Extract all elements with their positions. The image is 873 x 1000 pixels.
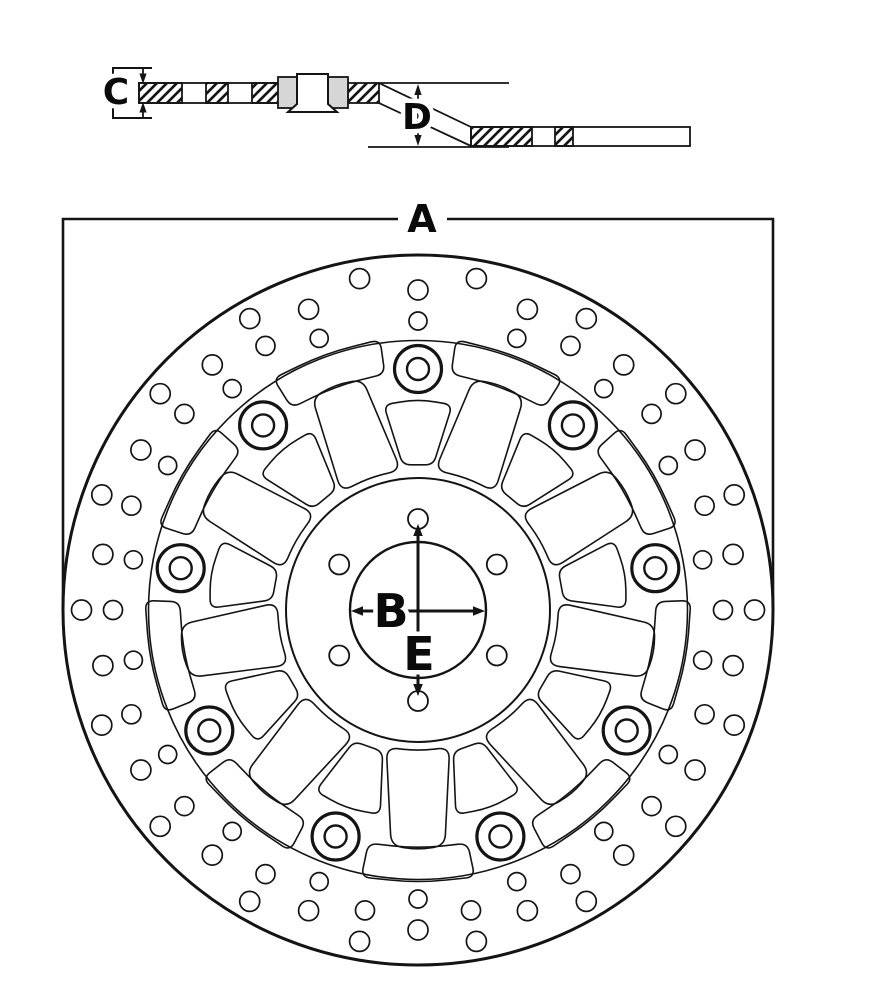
drill-hole: [694, 651, 712, 669]
drill-hole: [409, 890, 427, 908]
drill-hole: [131, 440, 151, 460]
bolt-circle-diameter-arrow-head-start: [413, 524, 423, 536]
drill-hole: [659, 457, 677, 475]
outer-band-hatch-segment: [206, 83, 228, 103]
drill-hole: [92, 485, 112, 505]
rivet-hole: [644, 557, 666, 579]
drill-hole: [408, 920, 428, 940]
drill-hole: [666, 816, 686, 836]
drill-hole: [723, 656, 743, 676]
carrier-window-large: [487, 699, 587, 804]
drill-hole: [256, 336, 275, 355]
drill-hole: [356, 901, 375, 920]
rivet-hole: [562, 414, 584, 436]
outer-band-hatch-segment: [139, 83, 182, 103]
carrier-window-small: [538, 671, 610, 739]
dim-label-bore-diameter: B: [373, 584, 409, 638]
drill-hole: [159, 457, 177, 475]
drill-hole: [561, 336, 580, 355]
drill-hole: [122, 705, 141, 724]
carrier-window-large: [203, 472, 310, 565]
drill-hole: [256, 865, 275, 884]
mounting-bolt-hole: [487, 555, 507, 575]
drill-hole: [576, 309, 596, 329]
dim-label-thickness: C: [102, 72, 130, 113]
drill-hole: [72, 600, 92, 620]
drill-hole: [517, 299, 537, 319]
carrier-window-large: [181, 605, 285, 676]
carrier-band-hatch-segment: [471, 127, 532, 146]
drill-hole: [310, 329, 328, 347]
drill-hole: [561, 865, 580, 884]
drill-hole: [714, 601, 733, 620]
drill-hole: [93, 544, 113, 564]
drill-hole: [104, 601, 123, 620]
drill-hole: [724, 485, 744, 505]
bore-diameter-arrow-head-end: [473, 606, 485, 616]
drill-hole: [614, 355, 634, 375]
drill-hole: [466, 269, 486, 289]
rivet-hole: [198, 720, 220, 742]
drill-hole: [576, 891, 596, 911]
drill-hole: [595, 822, 613, 840]
drill-hole: [666, 384, 686, 404]
carrier-window-large: [550, 605, 654, 676]
carrier-window-large: [315, 381, 398, 488]
carrier-window-large: [387, 749, 449, 849]
drill-hole: [240, 891, 260, 911]
drill-hole: [159, 746, 177, 764]
drill-hole: [202, 845, 222, 865]
carrier-window-large: [439, 381, 522, 488]
drill-hole: [223, 822, 241, 840]
drill-hole: [694, 551, 712, 569]
drill-hole: [175, 404, 194, 423]
disc-front-geometry: [63, 255, 773, 965]
drill-hole: [695, 496, 714, 515]
drill-hole: [350, 931, 370, 951]
front-view: [63, 197, 773, 965]
carrier-window-small: [210, 543, 276, 607]
drill-hole: [92, 715, 112, 735]
rivet-hole: [616, 720, 638, 742]
carrier-window-small: [454, 743, 518, 813]
mounting-bolt-hole: [329, 555, 349, 575]
drill-hole: [685, 440, 705, 460]
drill-hole: [462, 901, 481, 920]
drill-hole: [614, 845, 634, 865]
carrier-window-large: [525, 472, 632, 565]
drill-hole: [350, 269, 370, 289]
dim-label-bolt-circle: E: [403, 627, 435, 681]
carrier-bridge: [363, 844, 473, 881]
drill-hole: [408, 280, 428, 300]
carrier-bridge: [452, 341, 559, 405]
carrier-band-hatch-segment: [555, 127, 573, 146]
rivet-hole: [325, 826, 347, 848]
drill-hole: [723, 544, 743, 564]
bore-diameter-arrow-head-start: [351, 606, 363, 616]
carrier-bridge: [276, 341, 383, 405]
drill-hole: [175, 797, 194, 816]
rivet-hole: [407, 358, 429, 380]
drill-hole: [223, 380, 241, 398]
carrier-window-large: [250, 699, 350, 804]
drill-hole: [409, 312, 427, 330]
mounting-bolt-hole: [329, 646, 349, 666]
rivet-hole: [170, 557, 192, 579]
carrier-window-small: [225, 671, 297, 739]
carrier-window-small: [319, 743, 383, 813]
drill-hole: [122, 496, 141, 515]
drill-hole: [150, 816, 170, 836]
bolt-circle-diameter-arrow-head-end: [413, 684, 423, 696]
carrier-window-small: [559, 543, 625, 607]
drill-hole: [508, 873, 526, 891]
drill-hole: [131, 760, 151, 780]
carrier-bridge: [598, 431, 675, 535]
drill-hole: [508, 329, 526, 347]
dim-label-outer-diameter: A: [407, 197, 437, 241]
drill-hole: [745, 600, 765, 620]
drill-hole: [124, 651, 142, 669]
drill-hole: [240, 309, 260, 329]
drill-hole: [685, 760, 705, 780]
mounting-bolt-hole: [487, 646, 507, 666]
dim-label-offset: D: [402, 97, 432, 138]
drill-hole: [202, 355, 222, 375]
drill-hole: [93, 656, 113, 676]
drill-hole: [659, 746, 677, 764]
drill-hole: [595, 380, 613, 398]
drill-hole: [695, 705, 714, 724]
drill-hole: [642, 404, 661, 423]
drill-hole: [150, 384, 170, 404]
d-dim-arrow-up-head: [414, 84, 421, 95]
drill-hole: [466, 931, 486, 951]
rivet-hole: [489, 826, 511, 848]
cross-section-view: [103, 68, 690, 147]
rivet-hole: [252, 414, 274, 436]
drill-hole: [299, 299, 319, 319]
drill-hole: [310, 873, 328, 891]
drill-hole: [299, 901, 319, 921]
drill-hole: [642, 797, 661, 816]
outer-band-hatch-segment: [348, 83, 379, 103]
drill-hole: [517, 901, 537, 921]
carrier-bridge: [161, 431, 238, 535]
drill-hole: [724, 715, 744, 735]
drill-hole: [124, 551, 142, 569]
